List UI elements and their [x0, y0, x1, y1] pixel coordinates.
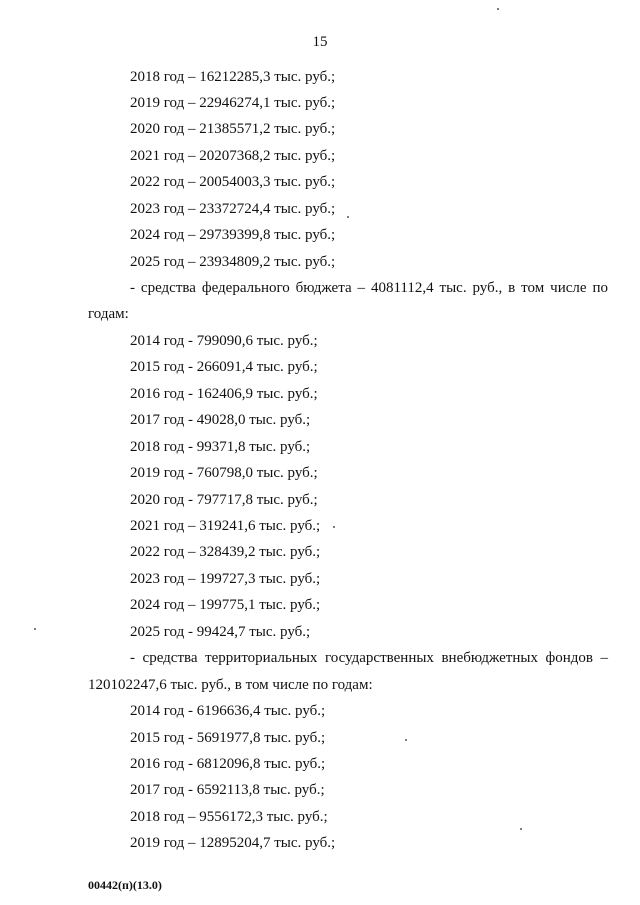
funding-year-line: 2022 год – 20054003,3 тыс. руб.;: [130, 174, 336, 190]
federal-year-line: 2022 год – 328439,2 тыс. руб.;: [130, 544, 321, 560]
territorial-funds-heading-cont: 120102247,6 тыс. руб., в том числе по годам:: [88, 677, 373, 693]
scan-speck: [333, 526, 335, 528]
territorial-funds-heading: - средства территориальных государственных внебюджетных фондов –: [130, 650, 608, 666]
federal-year-line: 2025 год - 99424,7 тыс. руб.;: [130, 624, 311, 640]
scan-speck: [497, 8, 499, 10]
federal-year-line: 2024 год – 199775,1 тыс. руб.;: [130, 597, 321, 613]
funding-year-line: 2025 год – 23934809,2 тыс. руб.;: [130, 254, 336, 270]
scan-speck: [405, 739, 407, 741]
document-code-footer: 00442(п)(13.0): [88, 878, 162, 892]
funding-year-line: 2024 год – 29739399,8 тыс. руб.;: [130, 227, 336, 243]
federal-year-line: 2019 год - 760798,0 тыс. руб.;: [130, 465, 318, 481]
funding-year-line: 2021 год – 20207368,2 тыс. руб.;: [130, 148, 336, 164]
federal-year-line: 2016 год - 162406,9 тыс. руб.;: [130, 386, 318, 402]
funding-year-line: 2020 год – 21385571,2 тыс. руб.;: [130, 121, 336, 137]
funding-year-line: 2023 год – 23372724,4 тыс. руб.;: [130, 201, 336, 217]
federal-year-line: 2018 год - 99371,8 тыс. руб.;: [130, 439, 311, 455]
scan-speck: [34, 628, 36, 630]
federal-year-line: 2015 год - 266091,4 тыс. руб.;: [130, 359, 318, 375]
federal-budget-heading-cont: годам:: [88, 306, 129, 322]
territorial-year-line: 2014 год - 6196636,4 тыс. руб.;: [130, 703, 326, 719]
page-number: 15: [312, 34, 328, 50]
federal-year-line: 2017 год - 49028,0 тыс. руб.;: [130, 412, 311, 428]
federal-year-line: 2014 год - 799090,6 тыс. руб.;: [130, 333, 318, 349]
territorial-year-line: 2016 год - 6812096,8 тыс. руб.;: [130, 756, 326, 772]
federal-budget-heading: - средства федерального бюджета – 4081112,4 тыс. руб., в том числе по: [130, 280, 608, 296]
funding-year-line: 2018 год – 16212285,3 тыс. руб.;: [130, 69, 336, 85]
territorial-year-line: 2019 год – 12895204,7 тыс. руб.;: [130, 835, 336, 851]
federal-year-line: 2021 год – 319241,6 тыс. руб.;: [130, 518, 321, 534]
scan-speck: [347, 216, 349, 218]
territorial-year-line: 2017 год - 6592113,8 тыс. руб.;: [130, 782, 325, 798]
federal-year-line: 2023 год – 199727,3 тыс. руб.;: [130, 571, 321, 587]
territorial-year-line: 2015 год - 5691977,8 тыс. руб.;: [130, 730, 326, 746]
scan-speck: [520, 828, 522, 830]
federal-year-line: 2020 год - 797717,8 тыс. руб.;: [130, 492, 318, 508]
territorial-year-line: 2018 год – 9556172,3 тыс. руб.;: [130, 809, 328, 825]
funding-year-line: 2019 год – 22946274,1 тыс. руб.;: [130, 95, 336, 111]
